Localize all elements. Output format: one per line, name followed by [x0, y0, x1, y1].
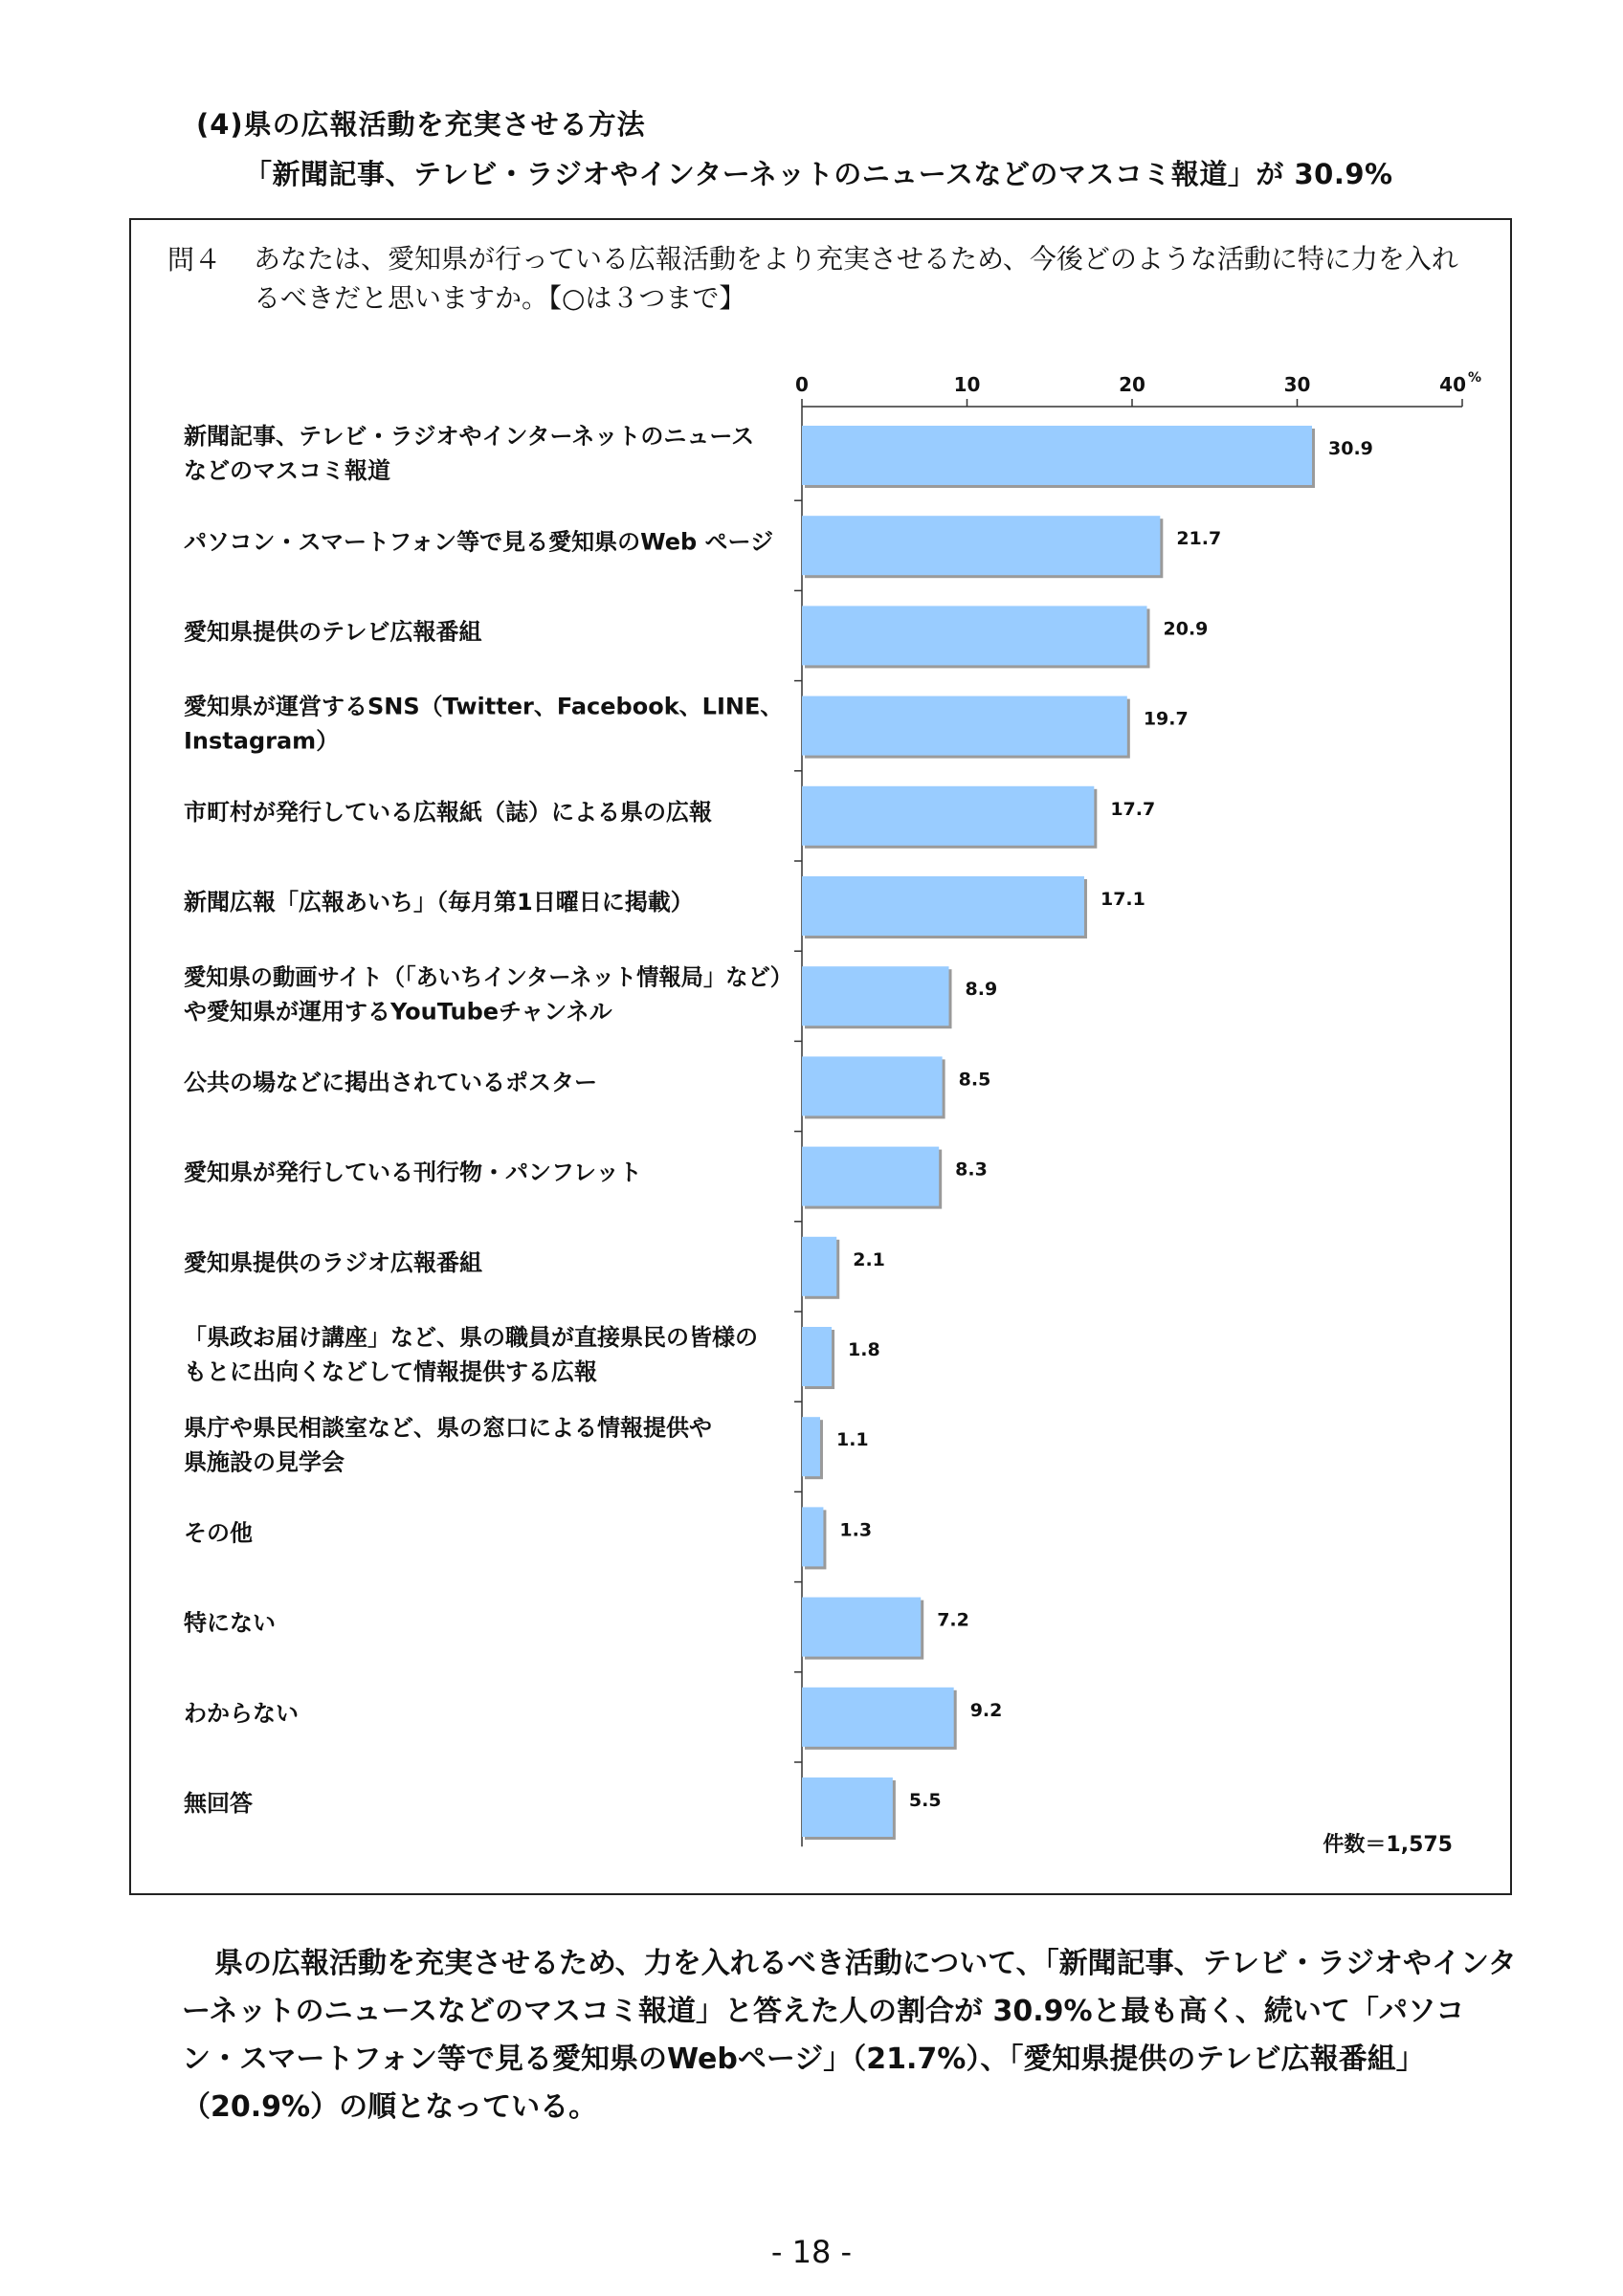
data-label: 5.5 — [908, 1790, 942, 1811]
bar — [802, 1417, 820, 1476]
bar — [802, 1507, 823, 1566]
category-label: 新聞広報「広報あいち」（毎月第1日曜日に掲載） — [184, 889, 694, 916]
data-label: 17.1 — [1100, 889, 1145, 910]
bar — [802, 1147, 939, 1206]
bar — [802, 1688, 954, 1747]
category-label: 県庁や県民相談室など、県の窓口による情報提供や — [184, 1414, 712, 1442]
x-axis-unit: % — [1468, 370, 1482, 386]
category-label: 愛知県の動画サイト（「あいちインターネット情報局」など） — [184, 963, 792, 991]
question-box — [129, 218, 1512, 1895]
category-label: 愛知県が発行している刊行物・パンフレット — [184, 1159, 642, 1186]
data-label: 21.7 — [1176, 528, 1222, 550]
data-label: 7.2 — [937, 1609, 969, 1631]
bar — [802, 426, 1312, 485]
category-label: パソコン・スマートフォン等で見る愛知県のWeb ページ — [184, 528, 774, 556]
question-text: あなたは、愛知県が行っている広報活動をより充実させるため、今後どのような活動に特に力を入れるべきだと思いますか。【○は３つまで】 — [254, 243, 1458, 314]
x-tick-label: 30 — [1283, 373, 1311, 396]
data-label: 9.2 — [969, 1699, 1003, 1721]
category-label: 公共の場などに掲出されているポスター — [184, 1069, 597, 1096]
category-label: 愛知県提供のテレビ広報番組 — [184, 618, 482, 646]
category-label: 新聞記事、テレビ・ラジオやインターネットのニュース — [184, 423, 755, 451]
bar — [802, 1237, 836, 1296]
data-label: 19.7 — [1143, 708, 1189, 730]
category-label: 県施設の見学会 — [184, 1448, 345, 1476]
data-label: 1.3 — [839, 1519, 873, 1541]
category-label: 愛知県提供のラジオ広報番組 — [184, 1248, 482, 1276]
bar — [802, 876, 1084, 936]
data-label: 1.1 — [835, 1429, 869, 1451]
x-tick-label: 0 — [795, 373, 809, 396]
category-label: などのマスコミ報道 — [184, 457, 390, 485]
bar — [802, 606, 1147, 665]
category-label: もとに出向くなどして情報提供する広報 — [184, 1358, 597, 1386]
sample-size-label: 件数＝1,575 — [1323, 1833, 1453, 1857]
data-label: 17.7 — [1110, 798, 1156, 820]
bar — [802, 696, 1127, 756]
data-label: 8.5 — [958, 1069, 991, 1091]
category-label: 市町村が発行している広報紙（誌）による県の広報 — [184, 798, 712, 826]
question-label: 問４ — [167, 244, 222, 276]
category-label: 無回答 — [184, 1790, 253, 1818]
category-label: 愛知県が運営するSNS（Twitter、Facebook、LINE、 — [184, 693, 784, 720]
bar — [802, 786, 1094, 846]
x-tick-label: 40 — [1439, 373, 1466, 396]
bar — [802, 516, 1160, 575]
data-label: 20.9 — [1163, 618, 1209, 640]
data-label: 30.9 — [1328, 438, 1373, 459]
category-label: その他 — [184, 1519, 253, 1547]
bar — [802, 1598, 921, 1657]
category-label: Instagram） — [184, 727, 340, 755]
bar — [802, 1327, 832, 1386]
x-tick-label: 20 — [1119, 373, 1145, 396]
category-label: や愛知県が運用するYouTubeチャンネル — [184, 998, 612, 1026]
bar — [802, 1777, 893, 1837]
category-label: 特にない — [184, 1609, 276, 1637]
category-label: 「県政お届け講座」など、県の職員が直接県民の皆様の — [184, 1324, 758, 1352]
section-title: (4)県の広報活動を充実させる方法 — [196, 108, 646, 141]
body-text: 県の広報活動を充実させるため、力を入れるべき活動について、「新聞記事、テレビ・ラジオやインターネットのニュースなどのマスコミ報道」と答えた人の割合が 30.9%と最も高く、続いて「パソコン・スマートフォン等で見る愛知県のWebページ」（21.7%）、「愛知県提供のテレビ広報番組」（20.9%）の順となっている。 — [182, 1947, 1517, 2124]
page-number: - 18 - — [770, 2234, 853, 2270]
category-label: わからない — [184, 1699, 299, 1727]
x-tick-label: 10 — [953, 373, 981, 396]
bar — [802, 966, 949, 1026]
bar — [802, 1056, 943, 1115]
data-label: 1.8 — [848, 1339, 880, 1360]
section-summary: 「新聞記事、テレビ・ラジオやインターネットのニュースなどのマスコミ報道」が 30.9% — [244, 158, 1393, 190]
data-label: 2.1 — [853, 1248, 885, 1270]
bar-chart — [131, 220, 1510, 1893]
data-label: 8.3 — [955, 1159, 988, 1181]
data-label: 8.9 — [965, 979, 998, 1001]
